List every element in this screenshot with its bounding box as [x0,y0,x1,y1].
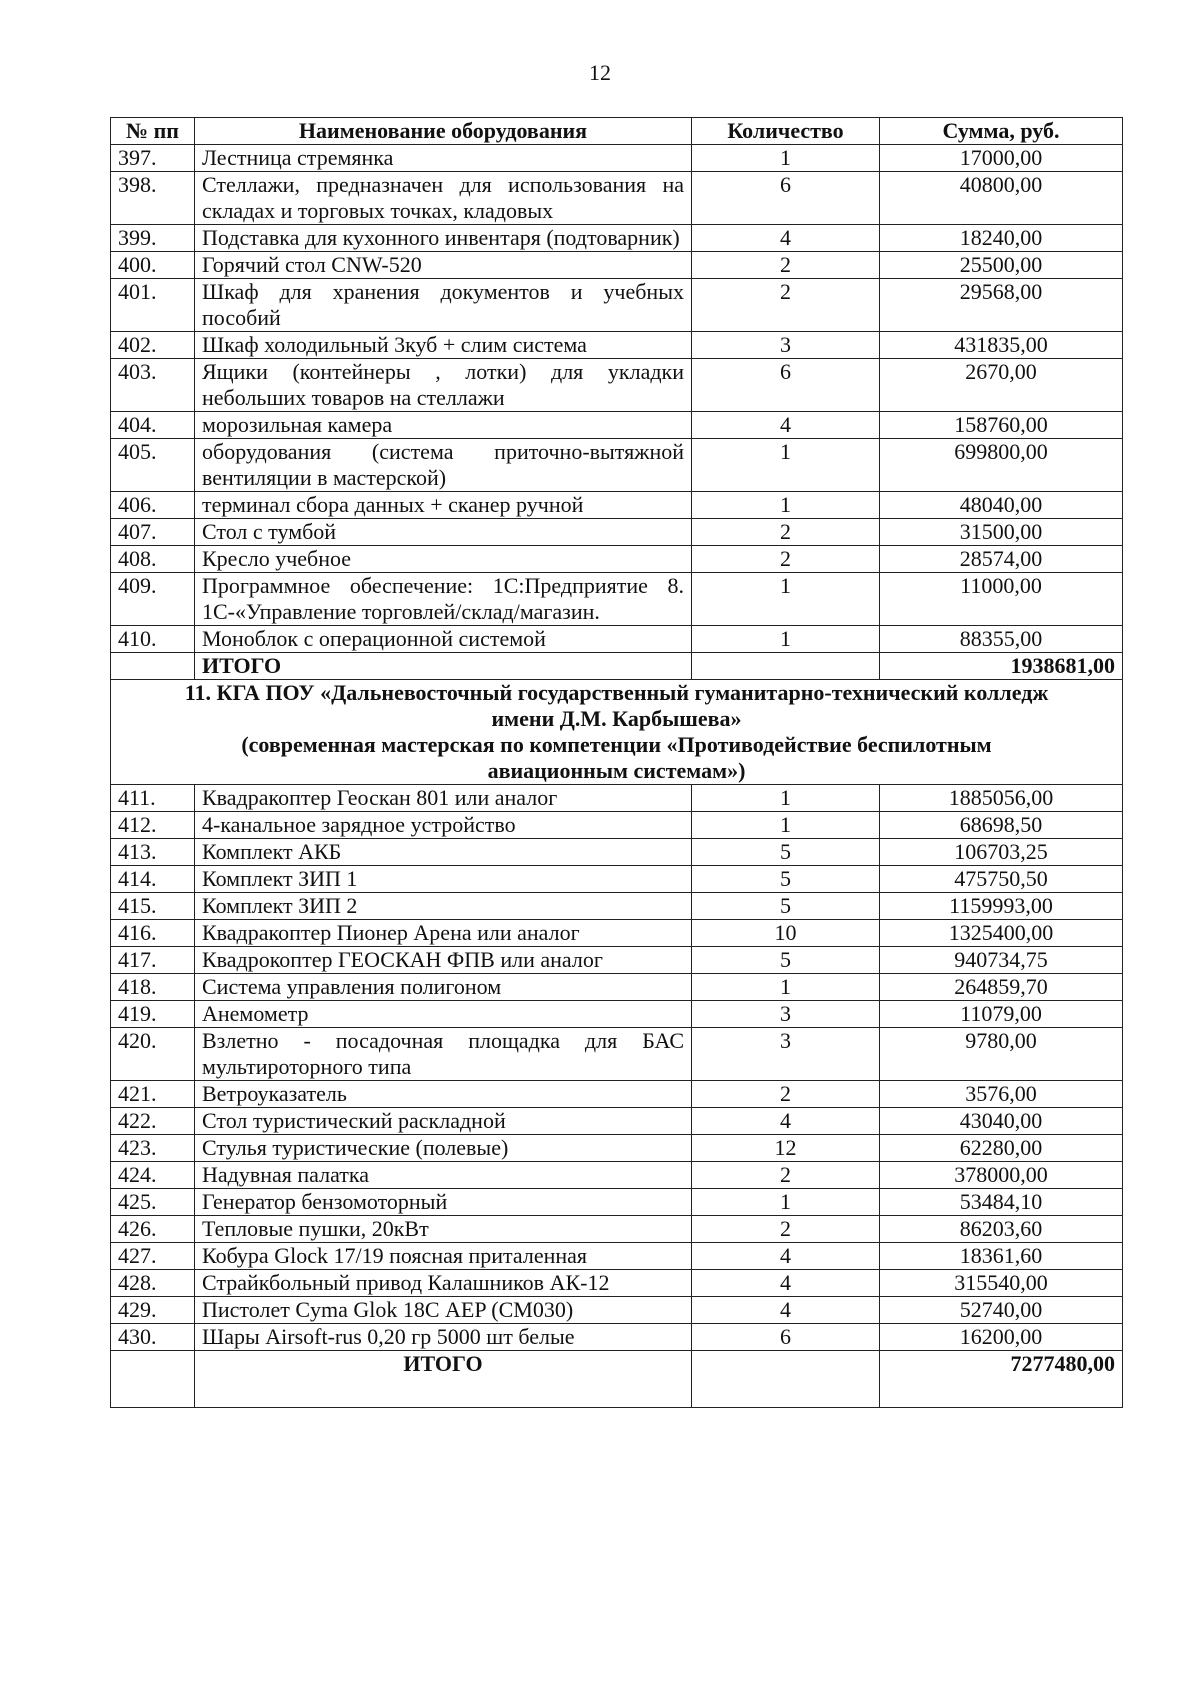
item-sum: 3576,00 [880,1081,1123,1108]
total-2-label: ИТОГО [195,1351,692,1408]
item-name: Шкаф для хранения документов и учебных пособий [195,279,692,332]
item-name: Тепловые пушки, 20кВт [195,1216,692,1243]
item-sum: 378000,00 [880,1162,1123,1189]
item-quantity: 5 [692,866,880,893]
item-quantity: 5 [692,893,880,920]
table-row [111,1324,1123,1351]
table-row [111,947,1123,974]
item-name: Квадракоптер Геоскан 801 или аналог [195,785,692,812]
page-number: 12 [589,60,611,85]
item-quantity: 3 [692,332,880,359]
item-sum: 53484,10 [880,1189,1123,1216]
row-number: 403. [111,359,195,412]
item-quantity: 2 [692,279,880,332]
table-row [111,1081,1123,1108]
row-number: 418. [111,974,195,1001]
item-sum: 88355,00 [880,626,1123,653]
item-name: Надувная палатка [195,1162,692,1189]
item-name: 4-канальное зарядное устройство [195,812,692,839]
item-sum: 16200,00 [880,1324,1123,1351]
table-row [111,492,1123,519]
row-number: 401. [111,279,195,332]
equipment-table [110,117,1123,1408]
row-number: 407. [111,519,195,546]
item-sum: 940734,75 [880,947,1123,974]
table-row [111,839,1123,866]
item-sum: 18240,00 [880,225,1123,252]
item-quantity: 3 [692,1028,880,1081]
row-number: 430. [111,1324,195,1351]
table-row [111,332,1123,359]
item-name: Квадрокоптер ГЕОСКАН ФПВ или аналог [195,947,692,974]
item-name: морозильная камера [195,412,692,439]
row-number: 412. [111,812,195,839]
item-quantity: 2 [692,1216,880,1243]
item-quantity: 1 [692,812,880,839]
item-name: Кресло учебное [195,546,692,573]
section-title-line1: 11. КГА ПОУ «Дальневосточный государственный гуманитарно-технический колледж [184,680,1049,705]
item-name: Лестница стремянка [195,145,692,172]
total-2-sum: 7277480,00 [880,1351,1123,1408]
table-row [111,1108,1123,1135]
item-quantity: 6 [692,172,880,225]
item-quantity: 4 [692,1297,880,1324]
item-sum: 2670,00 [880,359,1123,412]
item-sum: 52740,00 [880,1297,1123,1324]
item-sum: 106703,25 [880,839,1123,866]
table-row [111,1028,1123,1081]
header-name: Наименование оборудования [195,118,692,145]
item-sum: 11000,00 [880,573,1123,626]
table-row [111,974,1123,1001]
row-number: 408. [111,546,195,573]
item-name: Страйкбольный привод Калашников АК-12 [195,1270,692,1297]
item-name: оборудования (система приточно-вытяжной вентиляции в мастерской) [195,439,692,492]
item-name: Комплект ЗИП 2 [195,893,692,920]
table-row [111,546,1123,573]
item-name: Комплект ЗИП 1 [195,866,692,893]
row-number: 398. [111,172,195,225]
table-row [111,573,1123,626]
item-name: Кобура Glock 17/19 поясная приталенная [195,1243,692,1270]
table-row [111,1135,1123,1162]
item-quantity: 4 [692,1243,880,1270]
table-body-part2 [111,785,1123,1351]
item-quantity: 5 [692,839,880,866]
section-subtitle-line2: авиационным системам») [487,758,746,783]
table-row [111,1243,1123,1270]
item-name: Стулья туристические (полевые) [195,1135,692,1162]
item-quantity: 1 [692,573,880,626]
table-header-row [111,118,1123,145]
section-heading [111,680,1123,785]
item-quantity: 1 [692,785,880,812]
item-name: Генератор бензомоторный [195,1189,692,1216]
item-sum: 1325400,00 [880,920,1123,947]
item-quantity: 6 [692,1324,880,1351]
item-quantity: 6 [692,359,880,412]
item-quantity: 4 [692,225,880,252]
item-name: Моноблок с операционной системой [195,626,692,653]
item-quantity: 2 [692,546,880,573]
item-name: Шары Airsoft-rus 0,20 гр 5000 шт белые [195,1324,692,1351]
item-name: Система управления полигоном [195,974,692,1001]
table-row [111,1216,1123,1243]
row-number: 425. [111,1189,195,1216]
row-number: 406. [111,492,195,519]
table-row [111,279,1123,332]
row-number: 410. [111,626,195,653]
item-quantity: 3 [692,1001,880,1028]
header-num: № пп [111,118,195,145]
item-quantity: 1 [692,974,880,1001]
table-row [111,866,1123,893]
table-row [111,145,1123,172]
item-name: Анемометр [195,1001,692,1028]
table-row [111,1189,1123,1216]
table-row [111,519,1123,546]
item-sum: 43040,00 [880,1108,1123,1135]
item-sum: 25500,00 [880,252,1123,279]
table-row [111,893,1123,920]
row-number: 429. [111,1297,195,1324]
item-name: Подставка для кухонного инвентаря (подтоварник) [195,225,692,252]
row-number: 422. [111,1108,195,1135]
item-sum: 699800,00 [880,439,1123,492]
table-row [111,785,1123,812]
table-row [111,412,1123,439]
item-quantity: 10 [692,920,880,947]
row-number: 413. [111,839,195,866]
item-quantity: 2 [692,252,880,279]
table-row [111,172,1123,225]
total-1-sum: 1938681,00 [880,653,1123,680]
item-quantity: 2 [692,1162,880,1189]
row-number: 397. [111,145,195,172]
item-name: Взлетно - посадочная площадка для БАС мультироторного типа [195,1028,692,1081]
total-row-1 [111,653,1123,680]
item-quantity: 4 [692,1108,880,1135]
item-sum: 264859,70 [880,974,1123,1001]
row-number: 399. [111,225,195,252]
item-quantity: 1 [692,145,880,172]
table-row [111,1162,1123,1189]
item-sum: 1159993,00 [880,893,1123,920]
row-number: 426. [111,1216,195,1243]
table-row [111,812,1123,839]
row-number: 417. [111,947,195,974]
item-sum: 158760,00 [880,412,1123,439]
table-row [111,359,1123,412]
total-row-2 [111,1351,1123,1408]
table-row [111,920,1123,947]
table-row [111,225,1123,252]
row-number: 405. [111,439,195,492]
item-quantity: 1 [692,626,880,653]
table-row [111,439,1123,492]
row-number: 400. [111,252,195,279]
item-quantity: 5 [692,947,880,974]
item-name: Ветроуказатель [195,1081,692,1108]
row-number: 421. [111,1081,195,1108]
item-sum: 28574,00 [880,546,1123,573]
item-name: Стол туристический раскладной [195,1108,692,1135]
item-sum: 48040,00 [880,492,1123,519]
item-quantity: 4 [692,412,880,439]
table-row [111,626,1123,653]
item-sum: 18361,60 [880,1243,1123,1270]
item-sum: 86203,60 [880,1216,1123,1243]
row-number: 404. [111,412,195,439]
item-name: Ящики (контейнеры , лотки) для укладки небольших товаров на стеллажи [195,359,692,412]
item-sum: 431835,00 [880,332,1123,359]
item-name: Стол с тумбой [195,519,692,546]
item-sum: 9780,00 [880,1028,1123,1081]
item-name: Шкаф холодильный 3куб + слим система [195,332,692,359]
item-sum: 40800,00 [880,172,1123,225]
row-number: 423. [111,1135,195,1162]
section-title-line2: имени Д.М. Карбышева» [491,706,742,731]
item-sum: 11079,00 [880,1001,1123,1028]
row-number: 427. [111,1243,195,1270]
header-qty: Количество [692,118,880,145]
item-sum: 315540,00 [880,1270,1123,1297]
item-sum: 29568,00 [880,279,1123,332]
item-sum: 17000,00 [880,145,1123,172]
row-number: 415. [111,893,195,920]
item-quantity: 1 [692,439,880,492]
item-quantity: 2 [692,1081,880,1108]
table-row [111,252,1123,279]
row-number: 416. [111,920,195,947]
section-row [111,680,1123,785]
item-name: терминал сбора данных + сканер ручной [195,492,692,519]
section-subtitle-line1: (современная мастерская по компетенции «Противодействие беспилотным [241,732,992,757]
table-row [111,1297,1123,1324]
row-number: 419. [111,1001,195,1028]
item-quantity: 2 [692,519,880,546]
row-number: 411. [111,785,195,812]
item-quantity: 1 [692,1189,880,1216]
item-name: Пистолет Cyma Glok 18С AEP (CM030) [195,1297,692,1324]
item-sum: 475750,50 [880,866,1123,893]
item-sum: 62280,00 [880,1135,1123,1162]
item-name: Горячий стол CNW-520 [195,252,692,279]
row-number: 414. [111,866,195,893]
item-sum: 31500,00 [880,519,1123,546]
item-quantity: 12 [692,1135,880,1162]
row-number: 428. [111,1270,195,1297]
row-number: 402. [111,332,195,359]
row-number: 420. [111,1028,195,1081]
table-row [111,1270,1123,1297]
item-name: Стеллажи, предназначен для использования на складах и торговых точках, кладовых [195,172,692,225]
item-name: Программное обеспечение: 1С:Предприятие 8. 1С-«Управление торговлей/склад/магазин. [195,573,692,626]
item-quantity: 4 [692,1270,880,1297]
table-body-part1 [111,145,1123,653]
row-number: 409. [111,573,195,626]
row-number: 424. [111,1162,195,1189]
total-1-label: ИТОГО [195,653,692,680]
table-row [111,1001,1123,1028]
header-sum: Сумма, руб. [880,118,1123,145]
item-name: Комплект АКБ [195,839,692,866]
item-quantity: 1 [692,492,880,519]
item-sum: 68698,50 [880,812,1123,839]
item-sum: 1885056,00 [880,785,1123,812]
item-name: Квадракоптер Пионер Арена или аналог [195,920,692,947]
